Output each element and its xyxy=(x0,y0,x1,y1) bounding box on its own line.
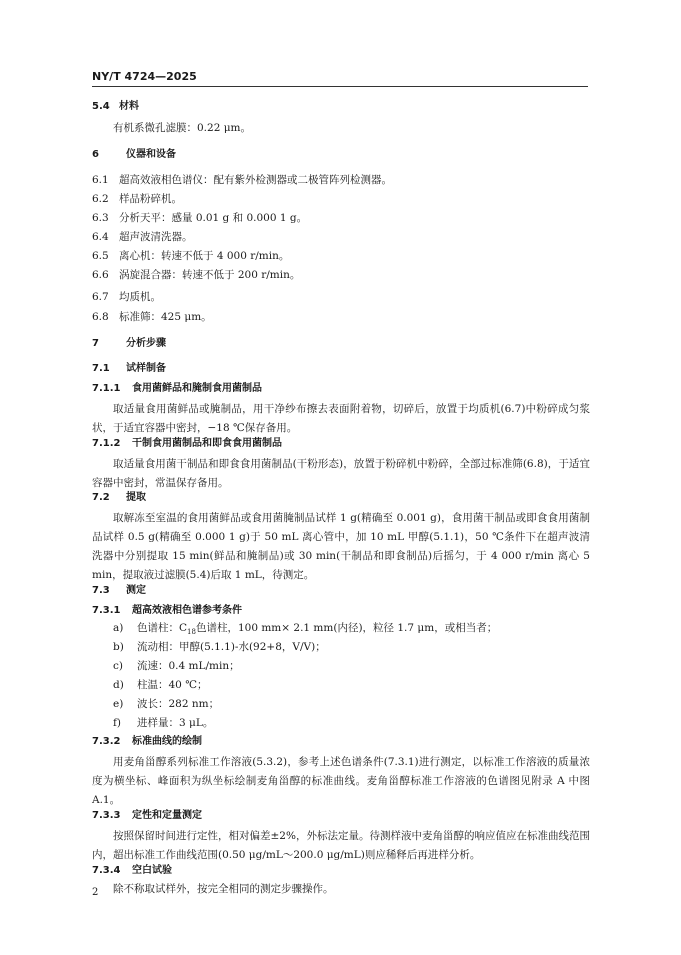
heading-7-1-1: 7.1.1 食用菌鲜品和腌制食用菌制品 xyxy=(92,383,262,394)
para-7-3-3: 按照保留时间进行定性，相对偏差±2%，外标法定量。待测样液中麦角甾醇的响应值应在标准曲线范围内，超出标准工作曲线范围(0.50 μg/mL～200.0 μg/mL)则应稀释后再进样分析。 xyxy=(92,830,590,861)
para-7-2: 取解冻至室温的食用菌鲜品或食用菌腌制品试样 1 g(精确至 0.001 g)，食用菌干制品或即食食用菌制品试样 0.5 g(精确至 0.000 1 g)于 50 mL 离心管中，加 10 mL 甲醇(5.1.1)，50 ℃条件下在超声波清洗器中分别提取 15 min(鲜品和腌制品)或 30 min(干制品和即食制品)后摇匀，于 4 000 r/min 离心 5 min，提取液过滤膜(5.4)后取 1 mL，待测定。 xyxy=(92,512,590,581)
page-number: 2 xyxy=(92,887,99,898)
text-5-4: 有机系微孔滤膜：0.22 μm。 xyxy=(113,122,251,134)
section-title: 仪器和设备 xyxy=(126,149,176,160)
item-6-7: 6.7 均质机。 xyxy=(92,291,161,303)
condition-b: b) 流动相：甲醇(5.1.1)-水(92+8，V/V)； xyxy=(113,641,326,653)
heading-7-3: 7.3 测定 xyxy=(92,585,146,596)
item-6-3: 6.3 分析天平：感量 0.01 g 和 0.000 1 g。 xyxy=(92,212,308,224)
heading-7: 7 分析步骤 xyxy=(92,338,166,349)
section-number: 6 xyxy=(92,149,99,160)
heading-7-1: 7.1 试样制备 xyxy=(92,363,166,374)
section-title: 材料 xyxy=(119,101,139,112)
heading-7-1-2: 7.1.2 干制食用菌制品和即食食用菌制品 xyxy=(92,438,282,449)
item-6-6: 6.6 涡旋混合器：转速不低于 200 r/min。 xyxy=(92,269,301,281)
header-divider xyxy=(92,86,588,87)
section-number: 5.4 xyxy=(92,101,110,112)
heading-7-2: 7.2 提取 xyxy=(92,492,146,503)
heading-7-3-2: 7.3.2 标准曲线的绘制 xyxy=(92,736,202,747)
item-6-4: 6.4 超声波清洗器。 xyxy=(92,231,193,243)
heading-7-3-3: 7.3.3 定性和定量测定 xyxy=(92,810,202,821)
condition-f: f) 进样量：3 μL。 xyxy=(113,717,214,729)
para-7-1-2: 取适量食用菌干制品和即食食用菌制品(干粉形态)，放置于粉碎机中粉碎，全部过标准筛(6.8)，于适宜容器中密封，常温保存备用。 xyxy=(92,458,590,489)
heading-6 xyxy=(92,148,590,162)
heading-5-4 xyxy=(92,100,590,114)
condition-c: c) 流速：0.4 mL/min； xyxy=(113,660,240,672)
item-6-2: 6.2 样品粉碎机。 xyxy=(92,193,182,205)
item-6-1: 6.1 超高效液相色谱仪：配有紫外检测器或二极管阵列检测器。 xyxy=(92,174,392,186)
heading-7-3-1: 7.3.1 超高效液相色谱参考条件 xyxy=(92,605,242,616)
para-7-3-4: 除不称取试样外，按完全相同的测定步骤操作。 xyxy=(113,883,334,895)
condition-d: d) 柱温：40 ℃； xyxy=(113,679,208,691)
condition-e: e) 波长：282 nm； xyxy=(113,698,220,710)
heading-7-3-4: 7.3.4 空白试验 xyxy=(92,865,172,876)
condition-a: a) 色谱柱：$C_{18}$色谱柱，100 mm× 2.1 mm(内径)，粒径 1.7 μm，或相当者； xyxy=(113,622,498,637)
item-6-8: 6.8 标准筛：425 μm。 xyxy=(92,311,212,323)
document-code: NY/T 4724—2025 xyxy=(92,70,197,83)
para-7-1-1: 取适量食用菌鲜品或腌制品，用干净纱布擦去表面附着物，切碎后，放置于均质机(6.7)中粉碎成匀浆状，于适宜容器中密封，−18 ℃保存备用。 xyxy=(92,403,590,434)
para-7-3-2: 用麦角甾醇系列标准工作溶液(5.3.2)，参考上述色谱条件(7.3.1)进行测定，以标准工作溶液的质量浓度为横坐标、峰面积为纵坐标绘制麦角甾醇的标准曲线。麦角甾醇标准工作溶液的色谱图见附录 A 中图 A.1。 xyxy=(92,756,590,806)
item-6-5: 6.5 离心机：转速不低于 4 000 r/min。 xyxy=(92,250,290,262)
